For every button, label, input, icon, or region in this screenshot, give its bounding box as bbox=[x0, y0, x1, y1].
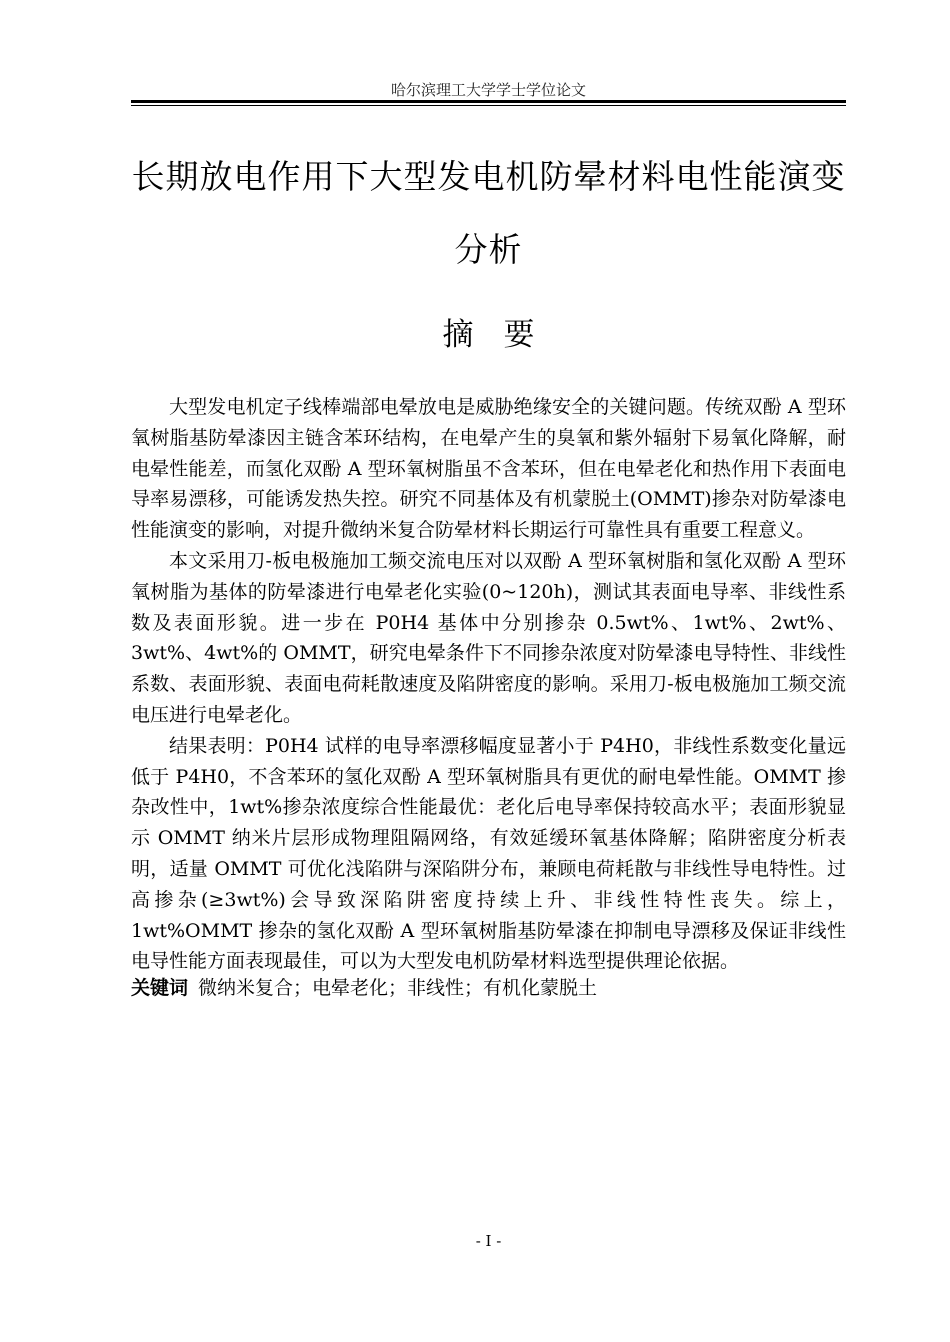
running-header: 哈尔滨理工大学学士学位论文 bbox=[390, 81, 586, 99]
keywords-text: 微纳米复合；电晕老化；非线性；有机化蒙脱土 bbox=[198, 977, 598, 999]
thesis-title-line-2: 分析 bbox=[454, 230, 523, 269]
header-rule-thin bbox=[131, 105, 846, 106]
thesis-title-line-1: 长期放电作用下大型发电机防晕材料电性能演变 bbox=[131, 157, 846, 196]
abstract-paragraph-2: 本文采用刀-板电极施加工频交流电压对以双酚 A 型环氧树脂和氢化双酚 A 型环氧树脂为基体的防晕漆进行电晕老化实验(0~120h)，测试其表面电导率、非线性系数及表面形貌。进一步在 P0H4 基体中分别掺杂 0.5wt%、1wt%、2wt%、3wt%、4wt%的 OMMT，研究电晕条件下不同掺杂浓度对防晕漆电导特性、非线性系数、表面形貌、表面电荷耗散速度及陷阱密度的影响。采用刀-板电极施加工频交流电压进行电晕老化。 bbox=[131, 549, 846, 726]
keywords-line bbox=[131, 973, 846, 1003]
abstract-heading: 摘要 bbox=[442, 317, 565, 353]
abstract-body bbox=[131, 392, 846, 977]
page-number: - I - bbox=[475, 1232, 502, 1250]
abstract-paragraph-1: 大型发电机定子线棒端部电晕放电是威胁绝缘安全的关键问题。传统双酚 A 型环氧树脂基防晕漆因主链含苯环结构，在电晕产生的臭氧和紫外辐射下易氧化降解，耐电晕性能差，而氢化双酚 A 型环氧树脂虽不含苯环，但在电晕老化和热作用下表面电导率易漂移，可能诱发热失控。研究不同基体及有机蒙脱土(OMMT)掺杂对防晕漆电性能演变的影响，对提升微纳米复合防晕材料长期运行可靠性具有重要工程意义。 bbox=[131, 396, 846, 542]
keywords-label: 关键词 bbox=[131, 977, 189, 999]
abstract-paragraph-3: 结果表明：P0H4 试样的电导率漂移幅度显著小于 P4H0，非线性系数变化量远低于 P4H0，不含苯环的氢化双酚 A 型环氧树脂具有更优的耐电晕性能。OMMT 掺杂改性中，1wt%掺杂浓度综合性能最优：老化后电导率保持较高水平；表面形貌显示 OMMT 纳米片层形成物理阻隔网络，有效延缓环氧基体降解；陷阱密度分析表明，适量 OMMT 可优化浅陷阱与深陷阱分布，兼顾电荷耗散与非线性导电特性。过高掺杂(≥3wt%)会导致深陷阱密度持续上升、非线性特性丧失。综上，1wt%OMMT 掺杂的氢化双酚 A 型环氧树脂基防晕漆在抑制电导漂移及保证非线性电导性能方面表现最佳，可以为大型发电机防晕材料选型提供理论依据。 bbox=[131, 734, 846, 973]
header-rule-thick bbox=[131, 100, 846, 103]
